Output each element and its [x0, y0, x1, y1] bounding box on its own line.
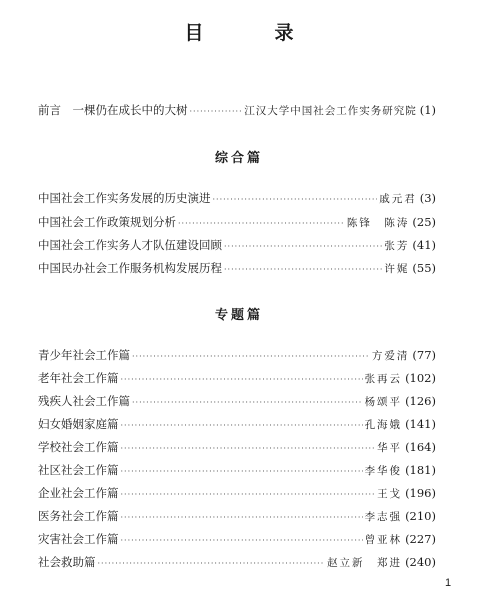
toc-entry-page: (41) — [412, 238, 436, 252]
dot-leader — [213, 192, 378, 208]
toc-entry-author: 张再云 — [364, 373, 403, 385]
toc-entry-author: 赵立新 郑进 — [327, 557, 403, 569]
toc-entry-title: 前言 一棵仍在成长中的大树 — [38, 103, 188, 117]
toc-entry-title: 中国社会工作实务人才队伍建设回顾 — [38, 238, 222, 252]
toc-entry[interactable] — [38, 214, 436, 230]
toc-entry-page: (240) — [405, 555, 436, 569]
section-heading-topics: 专题篇 — [214, 308, 263, 323]
dot-leader — [121, 510, 363, 526]
toc-entry-author: 李志强 — [364, 511, 403, 523]
toc-entry-title: 老年社会工作篇 — [38, 371, 119, 385]
toc-entry-page: (126) — [405, 394, 436, 408]
dot-leader — [121, 372, 363, 388]
toc-entry-title: 社会救助篇 — [38, 555, 96, 569]
dot-leader — [224, 239, 382, 255]
toc-entry-page: (3) — [419, 191, 436, 205]
toc-entry-author: 王戈 — [377, 488, 403, 500]
dot-leader — [121, 487, 376, 503]
toc-entry-author: 张芳 — [384, 240, 410, 252]
toc-entry[interactable] — [38, 370, 436, 386]
toc-entry[interactable] — [38, 237, 436, 253]
toc-entry-title: 残疾人社会工作篇 — [38, 394, 130, 408]
toc-entry[interactable] — [38, 347, 436, 363]
toc-entry[interactable] — [38, 439, 436, 455]
dot-leader — [121, 464, 363, 480]
dot-leader — [121, 533, 363, 549]
toc-entry[interactable] — [38, 462, 436, 478]
toc-entry-title: 医务社会工作篇 — [38, 509, 119, 523]
toc-entry-page: (1) — [419, 103, 436, 117]
toc-entry-title: 青少年社会工作篇 — [38, 348, 130, 362]
dot-leader — [190, 104, 243, 120]
toc-entry-author: 杨颂平 — [364, 396, 403, 408]
toc-entry-title: 社区社会工作篇 — [38, 463, 119, 477]
section-heading-general: 综合篇 — [214, 151, 263, 166]
page-number: 1 — [445, 577, 452, 589]
toc-entry-title: 企业社会工作篇 — [38, 486, 119, 500]
dot-leader — [98, 556, 326, 572]
toc-entry[interactable] — [38, 508, 436, 524]
dot-leader — [121, 418, 363, 434]
toc-entry-page: (141) — [405, 417, 436, 431]
toc-entry-author: 方爱清 — [371, 350, 410, 362]
toc-entry-title: 妇女婚姻家庭篇 — [38, 417, 119, 431]
toc-entry-page: (227) — [405, 532, 436, 546]
toc-entry-author: 孔海娥 — [364, 419, 403, 431]
page-title: 目 录 — [184, 22, 320, 44]
toc-entry-page: (25) — [412, 215, 436, 229]
toc-entry-author: 许娓 — [384, 263, 410, 275]
toc-entry-preface[interactable] — [38, 102, 436, 118]
toc-entry-author: 华平 — [377, 442, 403, 454]
toc-entry-author: 戚元君 — [379, 193, 417, 205]
toc-entry-title: 中国民办社会工作服务机构发展历程 — [38, 261, 222, 275]
toc-entry-author: 陈锋 陈涛 — [346, 217, 410, 229]
toc-entry-title: 中国社会工作政策规划分析 — [38, 215, 176, 229]
toc-entry-page: (196) — [405, 486, 436, 500]
toc-entry-author: 李华俊 — [364, 465, 403, 477]
toc-entry-page: (102) — [405, 371, 436, 385]
toc-entry-page: (164) — [405, 440, 436, 454]
toc-entry[interactable] — [38, 554, 436, 570]
toc-entry-author: 江汉大学中国社会工作实务研究院 — [244, 105, 417, 117]
dot-leader — [121, 441, 376, 457]
dot-leader — [178, 216, 345, 232]
toc-entry-page: (77) — [412, 348, 436, 362]
toc-entry-title: 学校社会工作篇 — [38, 440, 119, 454]
toc-entry-title: 中国社会工作实务发展的历史演进 — [38, 191, 211, 205]
dot-leader — [132, 349, 370, 365]
dot-leader — [132, 395, 363, 411]
toc-entry-page: (55) — [412, 261, 436, 275]
toc-entry[interactable] — [38, 393, 436, 409]
dot-leader — [224, 262, 382, 278]
toc-entry-title: 灾害社会工作篇 — [38, 532, 119, 546]
toc-entry[interactable] — [38, 485, 436, 501]
toc-entry[interactable] — [38, 260, 436, 276]
toc-entry[interactable] — [38, 416, 436, 432]
toc-entry[interactable] — [38, 190, 436, 206]
toc-entry[interactable] — [38, 531, 436, 547]
toc-entry-page: (210) — [405, 509, 436, 523]
toc-entry-author: 曾亚林 — [364, 534, 403, 546]
toc-entry-page: (181) — [405, 463, 436, 477]
